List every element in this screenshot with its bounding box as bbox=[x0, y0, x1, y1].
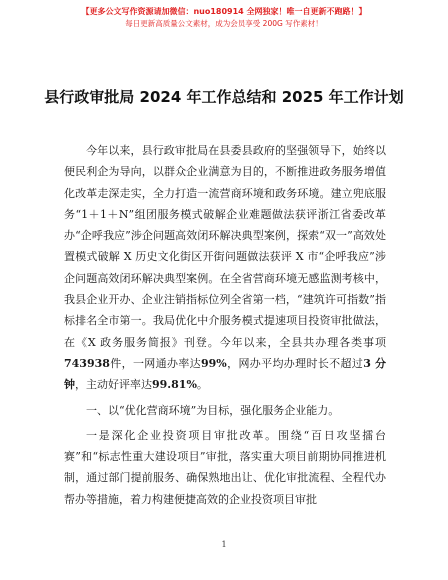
total-items-number: 743938 bbox=[64, 356, 110, 370]
intro-text-4: ，主动好评率达 bbox=[75, 378, 152, 392]
page-number: 1 bbox=[221, 540, 227, 549]
online-rate: 99% bbox=[201, 356, 227, 370]
praise-rate: 99.81% bbox=[152, 378, 197, 392]
promo-banner-line-1: 【更多公文写作资源请加微信：nuo180914 全网独家！唯一自更新不跑路！】 bbox=[81, 7, 367, 16]
paragraph-intro bbox=[64, 140, 386, 396]
document-title: 县行政审批局 2024 年工作总结和 2025 年工作计划 bbox=[44, 88, 404, 106]
document-body bbox=[64, 140, 386, 510]
intro-text-5: 。 bbox=[196, 378, 208, 392]
intro-text: 今年以来，县行政审批局在县委县政府的坚强领导下，始终以便民利企为导向，以群众企业满意为目的，不断推进政务服务增值化改革走深走实，全力打造一流营商环境和政务环境。建立兜底服务“1＋1＋N”组团服务模式破解企业难题做法获评浙江省委改革办“企呼我应”涉企问题高效闭环解决典型案例，探索“双一”高效处置模式破解 X 历史文化街区开街问题做法获评 X 市“企呼我应”涉企问题高效闭环解决典型案例。在全省营商环境无感监测考核中，我县企业开办、企业注销指标位列全省第一档，“建筑许可指数”指标排名全市第一。我局优化中介服务模式提速项目投资审批做法，在《X 政务服务简报》刊登。今年以来，全县共办理各类事项 bbox=[64, 144, 386, 349]
promo-banner bbox=[0, 6, 448, 30]
intro-text-3: ，网办平均办理时长不超过 bbox=[226, 356, 364, 370]
paragraph-project-approval: 一是深化企业投资项目审批改革。围绕“百日攻坚擂台赛”和“标志性重大建设项目”审批，落实重大项目前期协同推进机制，通过部门提前服务、确保熟地出让、优化审批流程、全程代办帮办等措施，着力构建便捷高效的企业投资项目审批 bbox=[64, 428, 386, 506]
intro-text-2: 件，一网通办率达 bbox=[109, 356, 201, 370]
promo-banner-line-2: 每日更新高质量公文素材，成为会员享受 200G 写作素材！ bbox=[125, 19, 323, 28]
average-time: 3 分钟 bbox=[64, 356, 387, 392]
section-heading-1: 一、以“优化营商环境”为目标，强化服务企业能力。 bbox=[86, 403, 340, 417]
